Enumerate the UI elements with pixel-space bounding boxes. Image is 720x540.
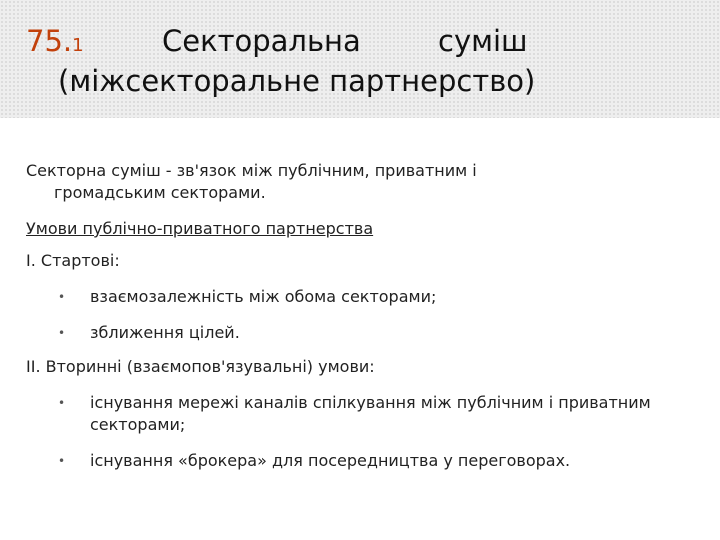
- section-2-heading: II. Вторинні (взаємопов'язувальні) умови:: [26, 357, 375, 376]
- list-item: • існування мережі каналів спілкування між публічним і приватним секторами;: [58, 393, 651, 434]
- section-1-heading: I. Стартові:: [26, 251, 120, 270]
- title-line-2: (міжсекторальне партнерство): [58, 64, 536, 98]
- definition-text-1: - зв'язок між публічним, приватним і: [160, 161, 477, 180]
- bullet-icon: •: [58, 290, 66, 304]
- list-item: • існування «брокера» для посередництва у переговорах.: [58, 451, 571, 470]
- bullet-icon: •: [58, 454, 66, 468]
- definition-term: Секторна суміш: [26, 161, 161, 180]
- slide-title: [26, 22, 546, 98]
- title-word-2: суміш: [438, 24, 528, 58]
- definition-paragraph: [26, 160, 696, 204]
- conditions-heading: Умови публічно-приватного партнерства: [26, 219, 374, 238]
- bullet-icon: •: [58, 326, 66, 340]
- definition-text-2: громадським секторами.: [54, 183, 266, 202]
- section-2-list: [26, 392, 696, 472]
- section-1-list: [26, 286, 696, 344]
- slide-number: 75.1: [26, 24, 84, 58]
- title-word-1: Секторальна: [162, 24, 361, 58]
- list-item: • взаємозалежність між обома секторами;: [58, 287, 437, 306]
- bullet-icon: •: [58, 396, 66, 410]
- list-item: • зближення цілей.: [58, 323, 240, 342]
- slide-body: [26, 160, 696, 472]
